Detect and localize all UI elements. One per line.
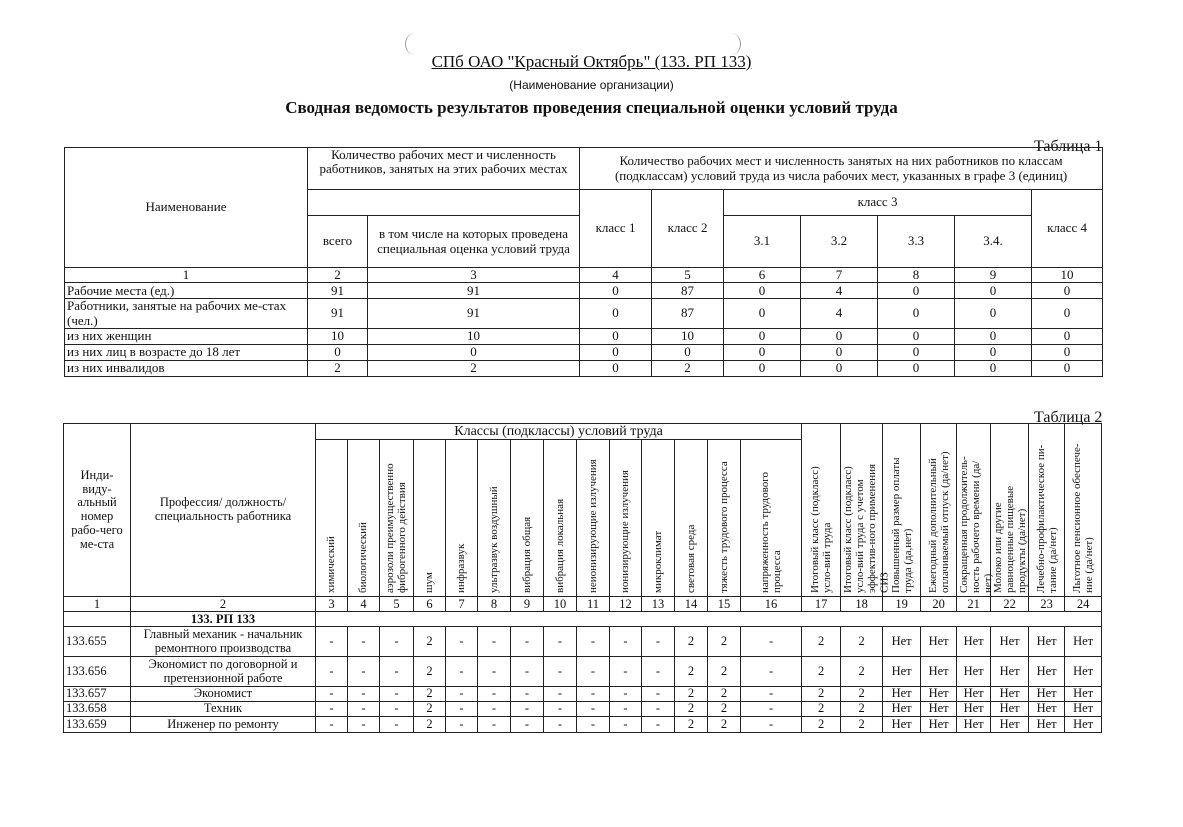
t2-colnum: 3 [316, 597, 348, 612]
t1-cell: 0 [724, 299, 801, 329]
t1-cell: 0 [652, 344, 724, 360]
t1-row [65, 328, 1103, 344]
t1-cell: 0 [580, 299, 652, 329]
t2-cell: - [577, 687, 610, 702]
t2-cell: Нет [921, 657, 957, 687]
t1-cell: 2 [652, 360, 724, 376]
t2-workplace-id: 133.659 [64, 716, 131, 732]
t2-cell: - [610, 687, 642, 702]
t2-cell: 2 [841, 657, 883, 687]
t1-cell: 0 [580, 283, 652, 299]
t2-cell: Нет [883, 657, 921, 687]
t2-header-summary: Лечебно-профилактическое пи-тание (да/нет) [1029, 424, 1065, 597]
t2-header-factor: микроклимат [642, 440, 675, 597]
t2-header-factor: вибрация локальная [544, 440, 577, 597]
t2-cell: Нет [1065, 716, 1102, 732]
t2-cell: 2 [802, 627, 841, 657]
t2-profession: Инженер по ремонту [131, 716, 316, 732]
t1-header-class4: класс 4 [1032, 190, 1103, 268]
t2-cell: - [544, 702, 577, 717]
t1-cell: 0 [724, 344, 801, 360]
t2-colnum: 4 [348, 597, 380, 612]
t2-cell: - [544, 657, 577, 687]
t2-cell: - [478, 687, 511, 702]
t2-profession: Главный механик - начальник ремонтного производства [131, 627, 316, 657]
t2-cell: Нет [957, 687, 991, 702]
t2-header-classes: Классы (подклассы) условий труда [316, 424, 802, 440]
t2-cell: - [610, 657, 642, 687]
t1-cell: 0 [801, 360, 878, 376]
t2-cell: 2 [708, 687, 741, 702]
t2-cell: - [380, 702, 414, 717]
organization-caption: (Наименование организации) [509, 78, 674, 92]
t1-row [65, 360, 1103, 376]
t2-cell: Нет [1029, 702, 1065, 717]
t2-colnum: 5 [380, 597, 414, 612]
t1-cell: 0 [308, 344, 368, 360]
t2-cell: 2 [708, 657, 741, 687]
t2-cell: Нет [991, 687, 1029, 702]
t2-cell: 2 [841, 627, 883, 657]
t2-cell: 2 [414, 627, 446, 657]
t1-cell: 91 [308, 299, 368, 329]
t1-cell: 0 [955, 344, 1032, 360]
t2-cell: - [316, 687, 348, 702]
t1-header-class2: класс 2 [652, 190, 724, 268]
t1-header-3-4: 3.4. [955, 216, 1032, 268]
t2-workplace-id: 133.656 [64, 657, 131, 687]
t2-header-factor: тяжесть трудового процесса [708, 440, 741, 597]
t2-cell: - [741, 657, 802, 687]
t2-header-factor: напряженность трудового процесса [741, 440, 802, 597]
t2-cell: - [511, 716, 544, 732]
t2-cell: - [348, 657, 380, 687]
t2-cell: - [316, 657, 348, 687]
t2-colnum: 18 [841, 597, 883, 612]
t2-cell: - [478, 702, 511, 717]
t2-header-factor: биологический [348, 440, 380, 597]
t2-cell: 2 [414, 702, 446, 717]
t2-cell: 2 [802, 687, 841, 702]
t2-cell: - [610, 716, 642, 732]
t2-colnum: 19 [883, 597, 921, 612]
t2-colnum: 6 [414, 597, 446, 612]
t2-colnum: 17 [802, 597, 841, 612]
t1-cell: 10 [308, 328, 368, 344]
t2-colnum: 22 [991, 597, 1029, 612]
t2-cell: - [511, 702, 544, 717]
t1-cell: 0 [724, 328, 801, 344]
t1-cell: 0 [724, 283, 801, 299]
t2-cell: - [741, 627, 802, 657]
t1-header-assessed: в том числе на которых проведена специальная оценка условий труда [368, 216, 580, 268]
t2-cell: Нет [921, 716, 957, 732]
t2-cell: - [380, 657, 414, 687]
t1-header-3-1: 3.1 [724, 216, 801, 268]
t1-cell: 0 [955, 299, 1032, 329]
t2-cell: - [577, 657, 610, 687]
t1-cell: 0 [801, 344, 878, 360]
t2-colnum: 1 [64, 597, 131, 612]
t2-cell: - [610, 702, 642, 717]
t2-cell: Нет [991, 657, 1029, 687]
t1-cell: 0 [724, 360, 801, 376]
t2-cell: Нет [1065, 702, 1102, 717]
t1-colnum: 1 [65, 268, 308, 283]
t2-cell: Нет [1065, 687, 1102, 702]
t1-cell: 0 [955, 283, 1032, 299]
t1-cell: 0 [955, 360, 1032, 376]
t2-header-factor: шум [414, 440, 446, 597]
t2-colnum: 14 [675, 597, 708, 612]
t1-header-class3: класс 3 [724, 190, 1032, 216]
t2-colnum: 8 [478, 597, 511, 612]
t2-cell: - [348, 627, 380, 657]
t2-cell: 2 [802, 657, 841, 687]
t2-cell: - [380, 716, 414, 732]
t1-cell: 10 [368, 328, 580, 344]
t2-cell: 2 [708, 716, 741, 732]
t2-cell: - [380, 627, 414, 657]
t2-workplace-id: 133.655 [64, 627, 131, 657]
t2-cell: Нет [921, 702, 957, 717]
t1-header-name: Наименование [65, 148, 308, 268]
t2-cell: Нет [883, 716, 921, 732]
t2-row [64, 627, 1102, 657]
t2-profession: Экономист по договорной и претензионной работе [131, 657, 316, 687]
t1-cell: 91 [308, 283, 368, 299]
t2-cell: 2 [841, 687, 883, 702]
t2-header-factor: ионизирующие излучения [610, 440, 642, 597]
t2-header-summary: Сокращенная продолжитель-ность рабочего времени (да/нет) [957, 424, 991, 597]
t2-cell: Нет [957, 716, 991, 732]
t1-cell: 0 [1032, 299, 1103, 329]
t2-cell: Нет [991, 716, 1029, 732]
t1-cell: 0 [368, 344, 580, 360]
t2-row [64, 657, 1102, 687]
t1-row-label: из них женщин [65, 328, 308, 344]
t1-cell: 0 [580, 344, 652, 360]
t2-cell: - [348, 702, 380, 717]
t2-header-profession: Профессия/ должность/ специальность работника [131, 424, 316, 597]
t2-cell: - [642, 627, 675, 657]
t2-cell: Нет [957, 657, 991, 687]
t1-row [65, 299, 1103, 329]
t2-cell: - [577, 627, 610, 657]
t2-profession: Экономист [131, 687, 316, 702]
t1-cell: 0 [580, 328, 652, 344]
t2-header-summary: Итоговый класс (подкласс) усло-вий труда с учетом эффектив-ного применения СИЗ [841, 424, 883, 597]
t2-colnum: 2 [131, 597, 316, 612]
t1-colnum: 3 [368, 268, 580, 283]
t2-cell: Нет [1029, 687, 1065, 702]
t1-header-3-3: 3.3 [878, 216, 955, 268]
t2-cell: 2 [675, 702, 708, 717]
t2-cell: - [511, 687, 544, 702]
t2-cell: Нет [1065, 627, 1102, 657]
t2-colnum: 23 [1029, 597, 1065, 612]
t2-cell: - [642, 702, 675, 717]
document-title: Сводная ведомость результатов проведения специальной оценки условий труда [285, 98, 898, 117]
t2-header-summary: Молоко или другие равноценные пищевые продукты (да/нет) [991, 424, 1029, 597]
t1-cell: 10 [652, 328, 724, 344]
t2-cell: Нет [991, 702, 1029, 717]
t2-header-factor: инфразвук [446, 440, 478, 597]
t2-header-id: Инди-виду-альный номер рабо-чего ме-ста [64, 424, 131, 597]
t2-header-factor: ультразвук воздушный [478, 440, 511, 597]
t2-cell: Нет [883, 702, 921, 717]
t2-cell: Нет [957, 702, 991, 717]
t2-cell: 2 [708, 702, 741, 717]
t2-colnum: 12 [610, 597, 642, 612]
t1-row-label: из них лиц в возрасте до 18 лет [65, 344, 308, 360]
t2-colnum: 15 [708, 597, 741, 612]
t1-cell: 4 [801, 283, 878, 299]
t2-cell: - [446, 702, 478, 717]
t2-cell: 2 [675, 657, 708, 687]
t2-cell: Нет [883, 687, 921, 702]
t1-row-label: Работники, занятые на рабочих ме-стах (чел.) [65, 299, 308, 329]
t1-colnum: 9 [955, 268, 1032, 283]
t2-colnum: 16 [741, 597, 802, 612]
t2-row [64, 702, 1102, 717]
t2-colnum: 20 [921, 597, 957, 612]
t2-cell: - [348, 716, 380, 732]
t2-cell: 2 [414, 687, 446, 702]
t2-cell: - [741, 716, 802, 732]
workplaces-table [63, 423, 1102, 733]
t2-header-factor: вибрация общая [511, 440, 544, 597]
t2-header-factor: аэрозоли преимущественно фиброгенного действия [380, 440, 414, 597]
t1-cell: 0 [878, 283, 955, 299]
t1-cell: 0 [878, 344, 955, 360]
t2-cell: Нет [1029, 657, 1065, 687]
t1-cell: 2 [368, 360, 580, 376]
t2-cell: - [544, 716, 577, 732]
t1-header-total: всего [308, 216, 368, 268]
t2-cell: - [446, 657, 478, 687]
t1-cell: 87 [652, 299, 724, 329]
t1-header-group1: Количество рабочих мест и численность работников, занятых на этих рабочих местах [308, 148, 580, 190]
t1-cell: 0 [878, 328, 955, 344]
t2-header-factor: химический [316, 440, 348, 597]
t2-cell: - [478, 716, 511, 732]
t2-profession: Техник [131, 702, 316, 717]
table1-caption: Таблица 1 [1034, 138, 1103, 155]
t1-header-3-2: 3.2 [801, 216, 878, 268]
t2-cell: - [642, 716, 675, 732]
t1-colnum: 4 [580, 268, 652, 283]
t2-cell: 2 [802, 702, 841, 717]
t1-row-label: Рабочие места (ед.) [65, 283, 308, 299]
t2-colnum: 21 [957, 597, 991, 612]
t1-row [65, 344, 1103, 360]
t2-workplace-id: 133.657 [64, 687, 131, 702]
t2-cell: - [511, 627, 544, 657]
organization-name: СПб ОАО "Красный Октябрь" (133. РП 133) [431, 52, 752, 71]
t2-cell: 2 [414, 657, 446, 687]
t2-section-title: 133. РП 133 [131, 612, 316, 627]
summary-table [64, 147, 1103, 377]
t2-cell: - [642, 657, 675, 687]
t2-colnum-row [64, 597, 1102, 612]
t2-cell: - [348, 687, 380, 702]
t2-header-factor: световая среда [675, 440, 708, 597]
t1-cell: 87 [652, 283, 724, 299]
t2-cell: Нет [957, 627, 991, 657]
t2-cell: 2 [708, 627, 741, 657]
t1-colnum: 5 [652, 268, 724, 283]
t2-cell: - [741, 687, 802, 702]
t2-cell: 2 [675, 627, 708, 657]
t2-header-summary: Повышенный размер оплаты труда (да,нет) [883, 424, 921, 597]
t1-cell: 0 [878, 360, 955, 376]
t2-cell: 2 [802, 716, 841, 732]
t2-cell: Нет [991, 627, 1029, 657]
t1-row-label: из них инвалидов [65, 360, 308, 376]
t2-workplace-id: 133.658 [64, 702, 131, 717]
t2-cell: 2 [675, 687, 708, 702]
t2-cell: 2 [841, 716, 883, 732]
t2-cell: - [544, 627, 577, 657]
t2-cell: - [478, 627, 511, 657]
t2-cell: Нет [921, 627, 957, 657]
t2-cell: - [741, 702, 802, 717]
t1-colnum: 10 [1032, 268, 1103, 283]
t2-row [64, 716, 1102, 732]
t2-cell: - [478, 657, 511, 687]
t1-colnum: 2 [308, 268, 368, 283]
t1-cell: 0 [580, 360, 652, 376]
t1-cell: 91 [368, 283, 580, 299]
t2-cell: - [544, 687, 577, 702]
t1-colnum: 7 [801, 268, 878, 283]
t1-cell: 4 [801, 299, 878, 329]
t1-colnum: 6 [724, 268, 801, 283]
t2-cell: - [511, 657, 544, 687]
t2-header-summary: Ежегодный дополнительный оплачиваемый отпуск (да/нет) [921, 424, 957, 597]
t1-cell: 0 [1032, 283, 1103, 299]
t2-cell: Нет [1029, 716, 1065, 732]
t2-cell: - [577, 702, 610, 717]
t2-colnum: 24 [1065, 597, 1102, 612]
t2-colnum: 10 [544, 597, 577, 612]
t2-cell: 2 [841, 702, 883, 717]
t2-row [64, 687, 1102, 702]
t2-colnum: 9 [511, 597, 544, 612]
t2-cell: - [446, 716, 478, 732]
t2-cell: Нет [1029, 627, 1065, 657]
t1-header-group2: Количество рабочих мест и численность занятых на них работников по классам (подклассам) условий труда из числа рабочих мест, указанных в графе 3 (единиц) [580, 148, 1103, 190]
t2-cell: - [446, 627, 478, 657]
t2-colnum: 11 [577, 597, 610, 612]
t2-cell: - [610, 627, 642, 657]
t2-header-factor: неионизирующие излучения [577, 440, 610, 597]
t2-colnum: 7 [446, 597, 478, 612]
t2-cell: - [316, 627, 348, 657]
t2-cell: - [446, 687, 478, 702]
t1-cell: 0 [1032, 344, 1103, 360]
t2-cell: - [316, 702, 348, 717]
t2-cell: - [316, 716, 348, 732]
t1-cell: 0 [878, 299, 955, 329]
t2-cell: - [577, 716, 610, 732]
t2-colnum: 13 [642, 597, 675, 612]
t1-colnum: 8 [878, 268, 955, 283]
t1-cell: 2 [308, 360, 368, 376]
t2-cell: 2 [675, 716, 708, 732]
t2-cell: 2 [414, 716, 446, 732]
t1-cell: 0 [801, 328, 878, 344]
t2-cell: Нет [1065, 657, 1102, 687]
t1-cell: 91 [368, 299, 580, 329]
t2-cell: Нет [921, 687, 957, 702]
t2-cell: - [380, 687, 414, 702]
table2-caption: Таблица 2 [1034, 409, 1103, 426]
t1-cell: 0 [955, 328, 1032, 344]
t2-header-summary: Льготное пенсионное обеспече-ние (да/нет) [1065, 424, 1102, 597]
t2-cell: - [642, 687, 675, 702]
t2-header-summary: Итоговый класс (подкласс) усло-вий труда [802, 424, 841, 597]
t1-header-class1: класс 1 [580, 190, 652, 268]
t1-cell: 0 [1032, 328, 1103, 344]
t1-colnum-row [65, 268, 1103, 283]
t1-cell: 0 [1032, 360, 1103, 376]
t2-cell: Нет [883, 627, 921, 657]
t1-row [65, 283, 1103, 299]
